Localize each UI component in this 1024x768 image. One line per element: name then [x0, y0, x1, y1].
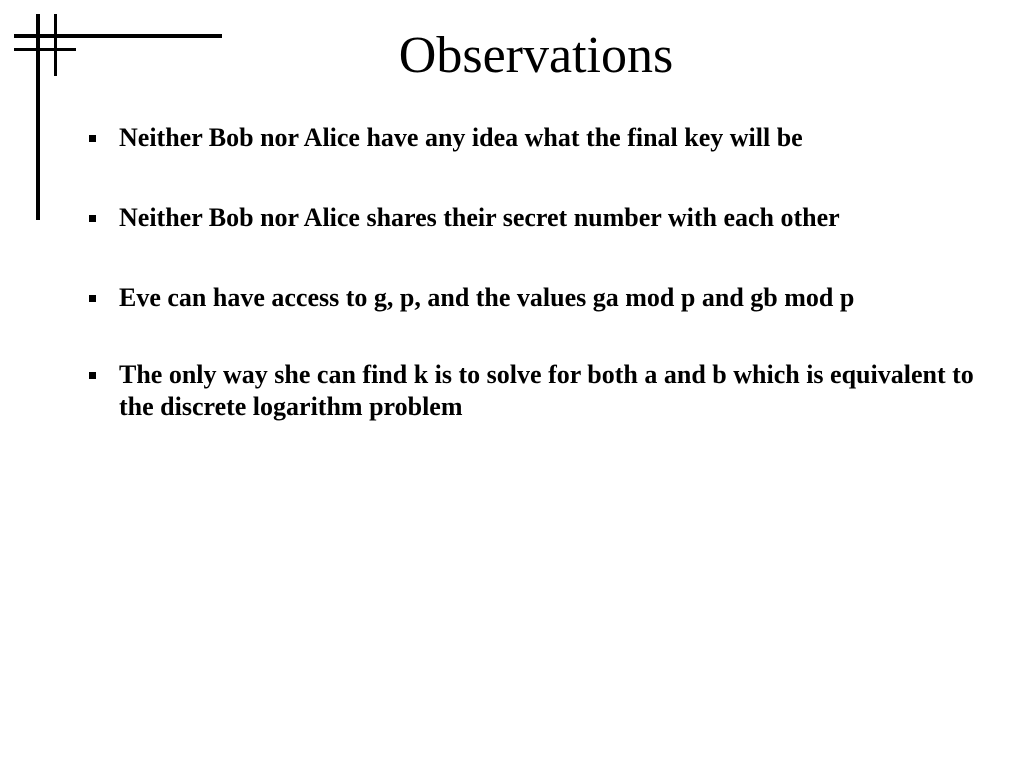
bullet-item [86, 202, 986, 234]
bullet-text: Neither Bob nor Alice have any idea what the final key will be [119, 123, 803, 152]
bullet-text: Eve can have access to g, p, and the values ga mod p and gb mod p [119, 283, 855, 312]
bullet-item [86, 122, 986, 154]
bullet-text: Neither Bob nor Alice shares their secret number with each other [119, 203, 840, 232]
square-bullet-icon [89, 372, 96, 379]
square-bullet-icon [89, 135, 96, 142]
bullet-item [86, 282, 986, 314]
bullet-list [86, 122, 986, 467]
bullet-text: The only way she can find k is to solve for both a and b which is equivalent to the discrete logarithm problem [119, 360, 974, 421]
slide-title: Observations [398, 27, 674, 84]
square-bullet-icon [89, 215, 96, 222]
square-bullet-icon [89, 295, 96, 302]
bullet-item [86, 359, 986, 423]
